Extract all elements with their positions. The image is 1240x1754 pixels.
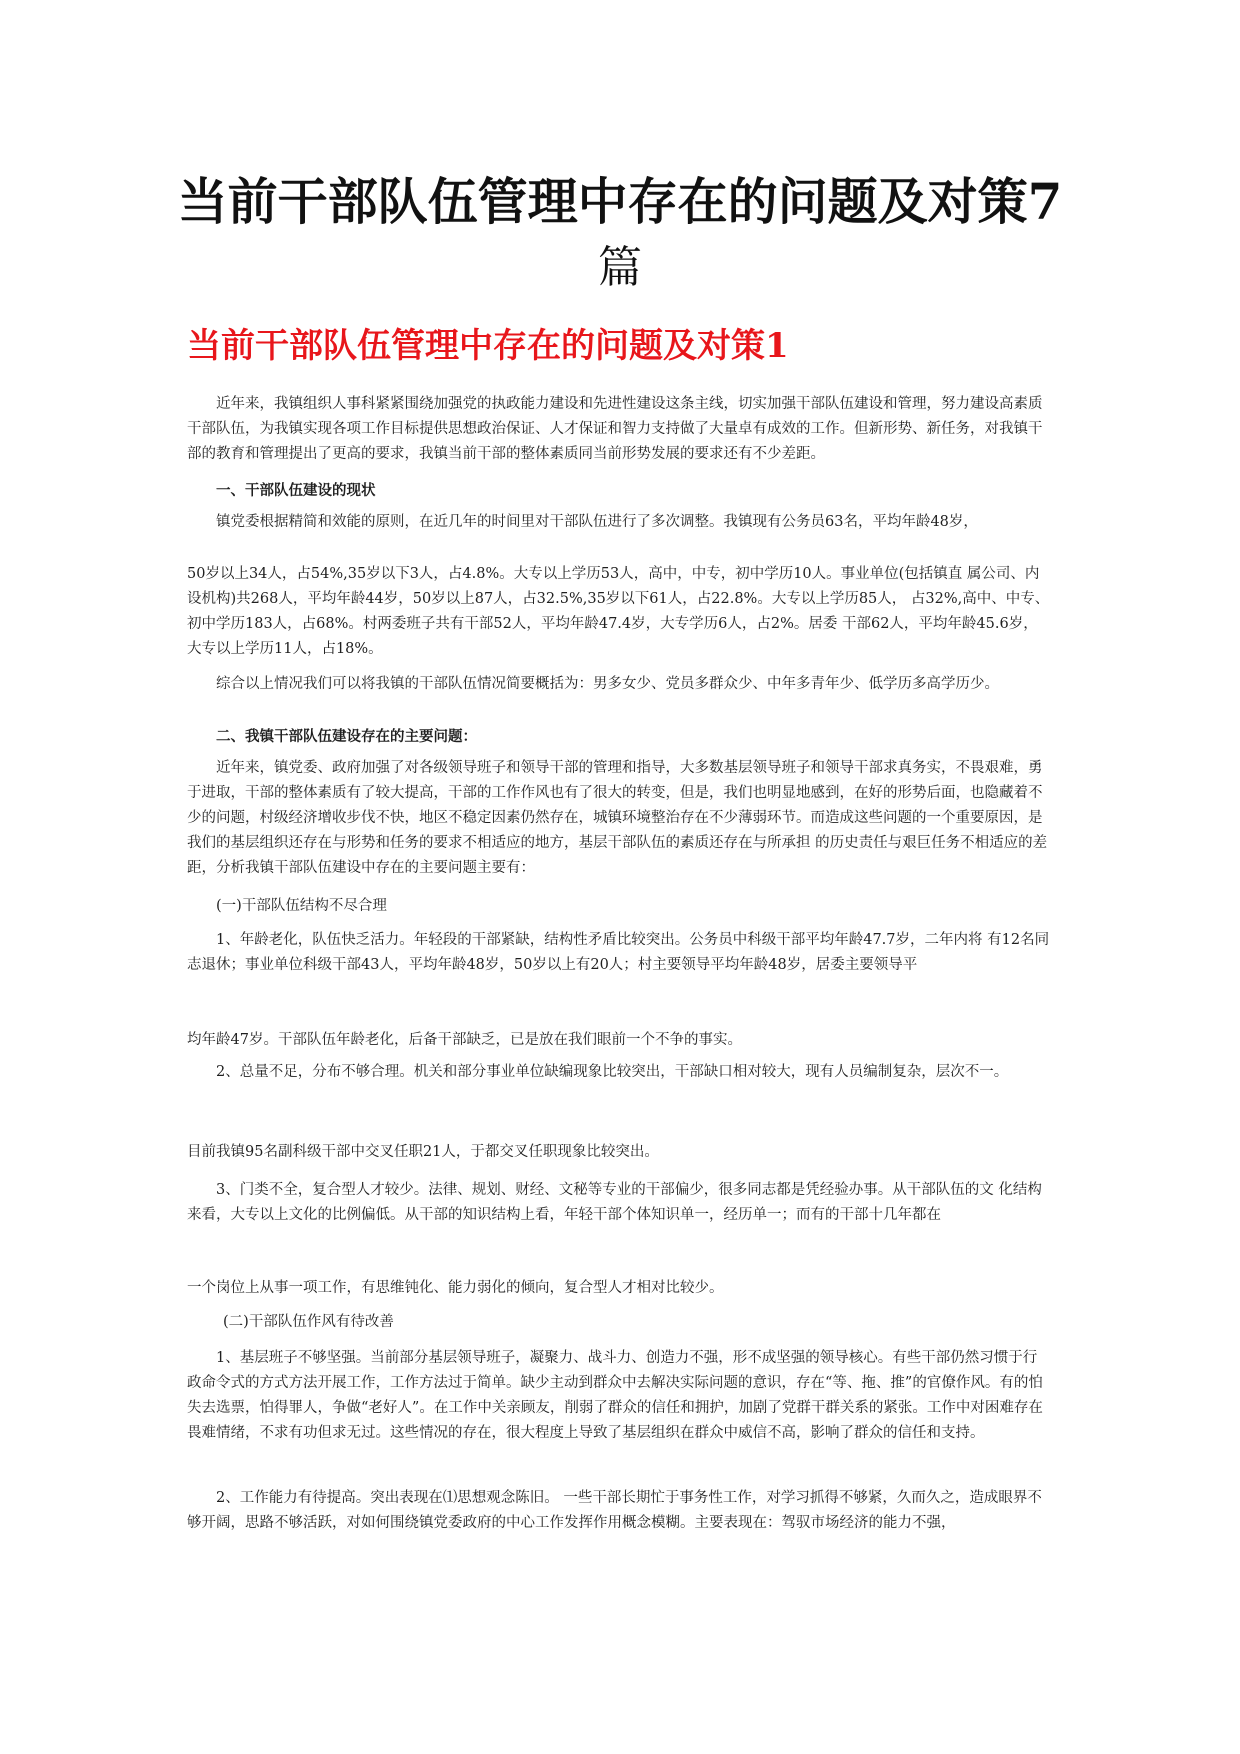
paragraph-aging: 1、年龄老化，队伍快乏活力。年轻段的干部紧缺，结构性矛盾比较突出。公务员中科级干部平均年龄47.7岁，二年内将 有12名同志退休；事业单位科级干部43人，平均年龄48岁，50岁以上有20人；村主要领导平均年龄48岁，居委主要领导平 — [187, 932, 1050, 973]
subheading-work-style: (二)干部队伍作风有待改善 — [223, 1314, 394, 1330]
subheading-structure: (一)干部队伍结构不尽合理 — [216, 898, 387, 914]
paragraph-leadership: 1、基层班子不够坚强。当前部分基层领导班子，凝聚力、战斗力、创造力不强，形不成坚强的领导核心。有些干部仍然习惯于行政命令式的方式方法开展工作，工作方法过于简单。缺少主动到群众中去解决实际问题的意识，存在“等、拖、推”的官僚作风。有的怕失去选票，怕得罪人，争做“老好人”。在工作中关亲顾友，削弱了群众的信任和拥护，加剧了党群干群关系的紧张。工作中对困难存在畏难情绪，不求有功但求无过。这些情况的存在，很大程度上导致了基层组织在群众中威信不高，影响了群众的信任和支持。 — [187, 1350, 1043, 1441]
paragraph-summary: 综合以上情况我们可以将我镇的干部队伍情况简要概括为：男多女少、党员多群众少、中年多青年少、低学历多高学历少。 — [216, 676, 999, 692]
paragraph-talent-cont: 一个岗位上从事一项工作，有思维钝化、能力弱化的倾向，复合型人才相对比较少。 — [187, 1280, 724, 1296]
intro-paragraph: 近年来，我镇组织人事科紧紧围绕加强党的执政能力建设和先进性建设这条主线，切实加强干部队伍建设和管理，努力建设高素质干部队伍，为我镇实现各项工作目标提供思想政治保证、人才保证和智力支持做了大量卓有成效的工作。但新形势、新任务，对我镇干部的教育和管理提出了更高的要求，我镇当前干部的整体素质同当前形势发展的要求还有不少差距。 — [187, 396, 1043, 462]
document-title: 当前干部队伍管理中存在的问题及对策7 — [177, 172, 1063, 231]
paragraph-aging-cont: 均年龄47岁。干部队伍年龄老化，后备干部缺乏，已是放在我们眼前一个不争的事实。 — [187, 1032, 742, 1048]
paragraph-staff-statistics: 50岁以上34人，占54%,35岁以下3人，占4.8%。大专以上学历53人，高中，中专，初中学历10人。事业单位(包括镇直 属公司、内设机构)共268人，平均年龄44岁，50岁以上87人，占32.5%,35岁以下61人，占22.8%。大专以上学历85人， 占32%,高中、中专、初中学历183人，占68%。村两委班子共有干部52人，平均年龄47.4岁，大专学历6人，占2%。居委 干部62人，平均年龄45.6岁，大专以上学历11人，占18%。 — [187, 566, 1050, 657]
paragraph-talent: 3、门类不全，复合型人才较少。法律、规划、财经、文秘等专业的干部偏少，很多同志都是凭经验办事。从干部队伍的文 化结构来看，大专以上文化的比例偏低。从干部的知识结构上看，年轻干部个体知识单一，经历单一；而有的干部十几年都在 — [187, 1182, 1042, 1223]
paragraph-ability: 2、工作能力有待提高。突出表现在⑴思想观念陈旧。 一些干部长期忙于事务性工作，对学习抓得不够紧，久而久之，造成眼界不够开阔，思路不够活跃，对如何围绕镇党委政府的中心工作发挥作用概念模糊。主要表现在：驾驭市场经济的能力不强， — [187, 1490, 1042, 1531]
heading-status: 一、干部队伍建设的现状 — [216, 482, 376, 499]
document-title-continuation: 篇 — [598, 242, 642, 293]
paragraph-cross-duty: 目前我镇95名副科级干部中交叉任职21人，于都交叉任职现象比较突出。 — [187, 1144, 659, 1160]
section-heading-1: 当前干部队伍管理中存在的问题及对策1 — [187, 326, 789, 366]
heading-problems: 二、我镇干部队伍建设存在的主要问题： — [216, 728, 477, 745]
paragraph-staff-adjustment: 镇党委根据精简和效能的原则，在近几年的时间里对干部队伍进行了多次调整。我镇现有公务员63名，平均年龄48岁， — [216, 514, 978, 530]
paragraph-problems-overview: 近年来，镇党委、政府加强了对各级领导班子和领导干部的管理和指导，大多数基层领导班子和领导干部求真务实，不畏艰难，勇于进取，干部的整体素质有了较大提高，干部的工作作风也有了很大的转变，但是，我们也明显地感到，在好的形势后面，也隐藏着不少的问题，村级经济增收步伐不快，地区不稳定因素仍然存在，城镇环境整治存在不少薄弱环节。而造成这些问题的一个重要原因，是我们的基层组织还存在与形势和任务的要求不相适应的地方，基层干部队伍的素质还存在与所承担 的历史责任与艰巨任务不相适应的差距，分析我镇干部队伍建设中存在的主要问题主要有： — [187, 760, 1048, 876]
paragraph-shortage: 2、总量不足，分布不够合理。机关和部分事业单位缺编现象比较突出，干部缺口相对较大，现有人员编制复杂，层次不一。 — [216, 1064, 1009, 1080]
